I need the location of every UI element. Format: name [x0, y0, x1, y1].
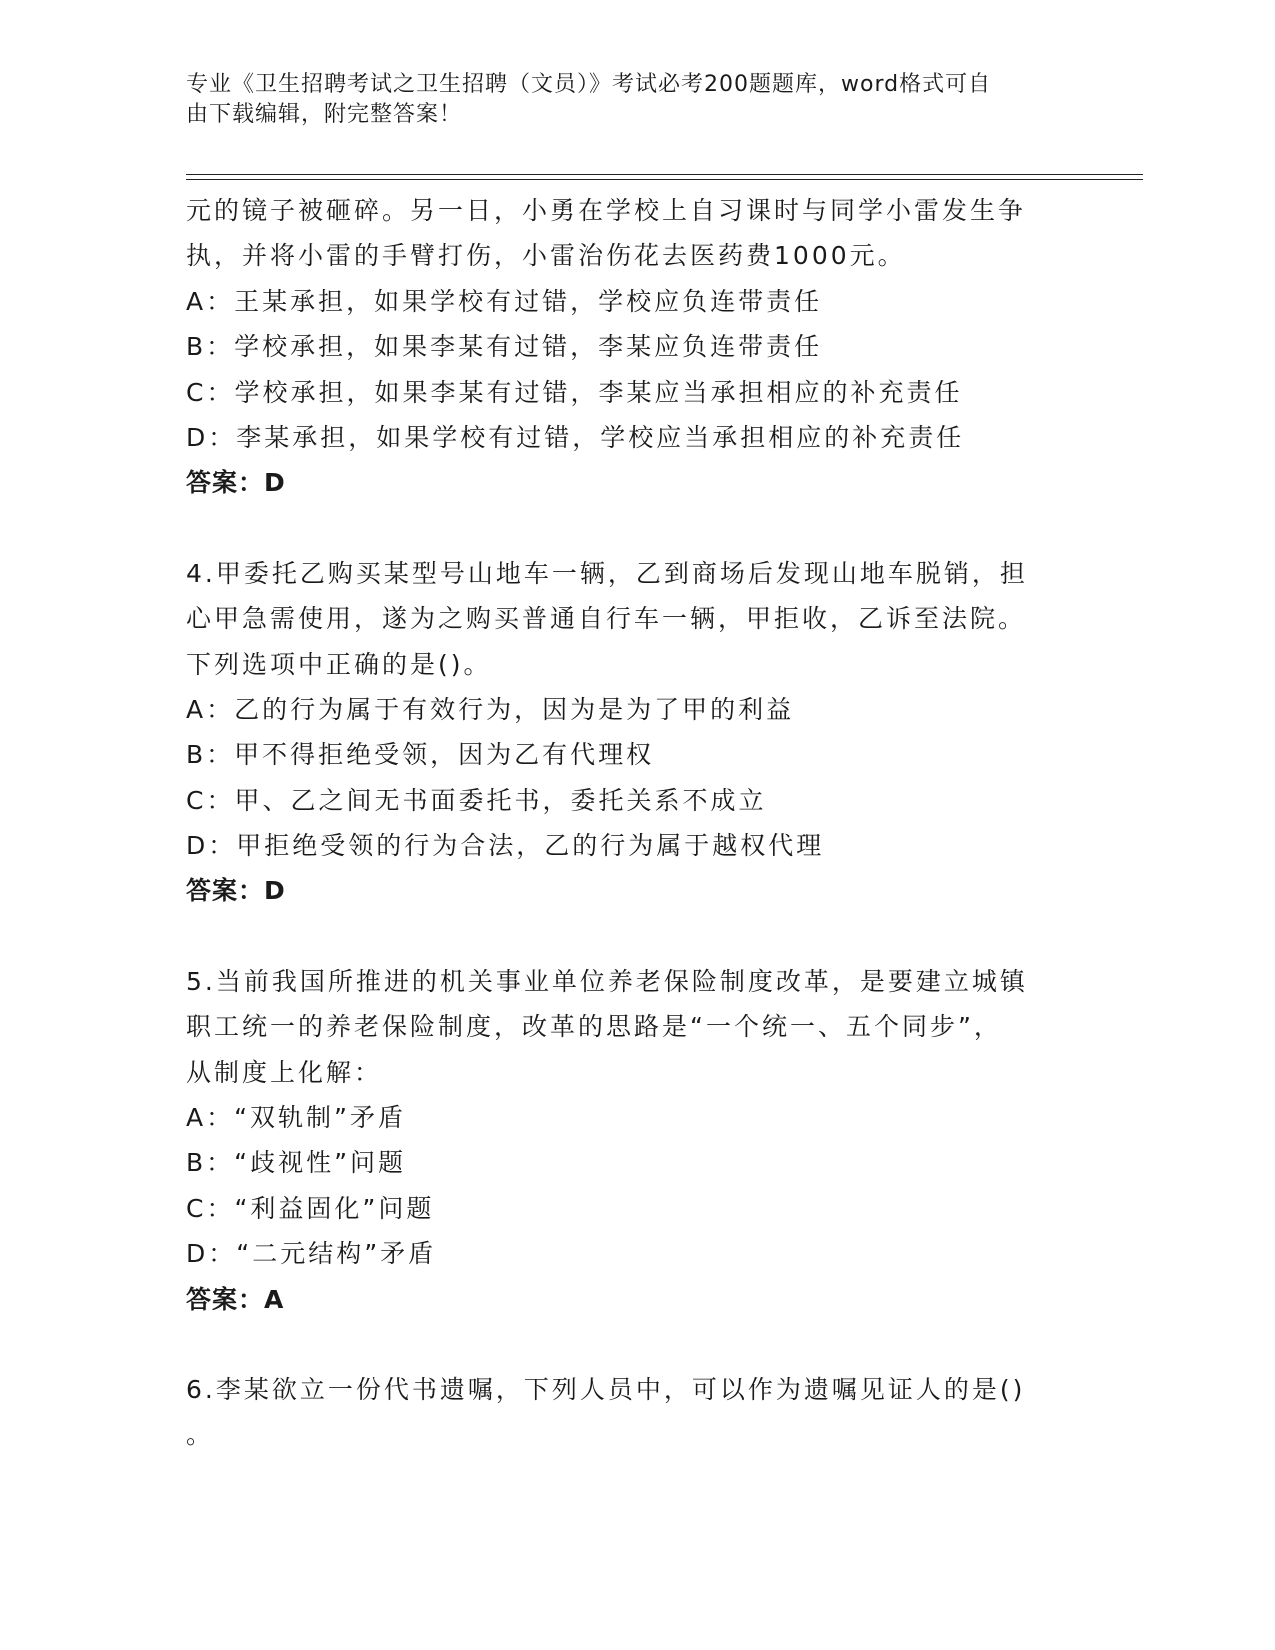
- question-4-answer: 答案：D: [186, 876, 286, 906]
- question-4: [186, 551, 1066, 914]
- question-spacer: [186, 1322, 1066, 1367]
- question-4-option-c: C：甲、乙之间无书面委托书，委托关系不成立: [186, 785, 767, 815]
- question-3-answer: 答案：D: [186, 468, 286, 498]
- question-4-option-a: A：乙的行为属于有效行为，因为是为了甲的利益: [186, 694, 795, 724]
- question-spacer: [186, 506, 1066, 551]
- question-6-text-line-1: 6.李某欲立一份代书遗嘱，下列人员中，可以作为遗嘱见证人的是(): [186, 1374, 1026, 1404]
- question-5-text-line-2: 职工统一的养老保险制度，改革的思路是“一个统一、五个同步”，: [186, 1012, 1002, 1042]
- document-body: [186, 188, 1066, 1458]
- question-5-text-line-1: 5.当前我国所推进的机关事业单位养老保险制度改革，是要建立城镇: [186, 966, 1028, 996]
- question-3-option-d: D：李某承担，如果学校有过错，学校应当承担相应的补充责任: [186, 422, 965, 452]
- question-3: [186, 188, 1066, 506]
- question-4-option-d: D：甲拒绝受领的行为合法，乙的行为属于越权代理: [186, 831, 825, 861]
- question-4-text-line-1: 4.甲委托乙购买某型号山地车一辆，乙到商场后发现山地车脱销，担: [186, 558, 1028, 588]
- question-5-text-line-3: 从制度上化解：: [186, 1057, 383, 1087]
- question-3-option-c: C：学校承担，如果李某有过错，李某应当承担相应的补充责任: [186, 377, 963, 407]
- question-4-text-line-2: 心甲急需使用，遂为之购买普通自行车一辆，甲拒收，乙诉至法院。: [186, 604, 1027, 634]
- question-4-text-line-3: 下列选项中正确的是()。: [186, 649, 492, 679]
- question-5-option-c: C：“利益固化”问题: [186, 1193, 435, 1223]
- header-divider: [186, 174, 1143, 180]
- question-5: [186, 959, 1066, 1322]
- question-5-option-d: D：“二元结构”矛盾: [186, 1239, 437, 1269]
- question-5-option-b: B：“歧视性”问题: [186, 1148, 407, 1178]
- header-title-line-1: 专业《卫生招聘考试之卫生招聘（文员）》考试必考200题题库，word格式可自: [186, 72, 992, 97]
- question-3-text-line-1: 元的镜子被砸碎。另一日，小勇在学校上自习课时与同学小雷发生争: [186, 196, 1027, 225]
- question-5-option-a: A：“双轨制”矛盾: [186, 1103, 407, 1133]
- document-header: [186, 70, 1066, 130]
- question-3-option-a: A：王某承担，如果学校有过错，学校应负连带责任: [186, 286, 823, 316]
- question-5-answer: 答案：A: [186, 1284, 285, 1314]
- question-6: [186, 1367, 1066, 1458]
- question-spacer: [186, 914, 1066, 959]
- question-3-text-line-2: 执，并将小雷的手臂打伤，小雷治伤花去医药费1000元。: [186, 241, 906, 271]
- header-title-line-2: 由下载编辑，附完整答案！: [186, 102, 463, 127]
- question-4-option-b: B：甲不得拒绝受领，因为乙有代理权: [186, 740, 655, 770]
- question-3-option-b: B：学校承担，如果李某有过错，李某应负连带责任: [186, 332, 823, 362]
- question-6-text-line-2: 。: [186, 1420, 215, 1450]
